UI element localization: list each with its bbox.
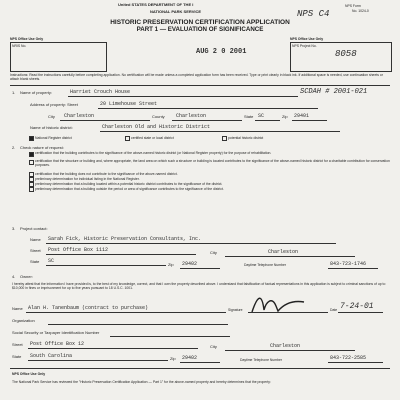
- rule: [292, 120, 327, 121]
- rule: [180, 362, 220, 363]
- request-item-3: certification that the building does not contribute to the significance of the above-named district.: [35, 172, 178, 176]
- owner-state-label: State: [12, 354, 22, 359]
- county-value: Charleston: [176, 113, 207, 119]
- state-value: SC: [258, 113, 265, 119]
- request-item-5: preliminary determination that a building located within a potential historic district contributes to the significance of the district.: [35, 182, 223, 186]
- service-name: NATIONAL PARK SERVICE: [150, 9, 202, 14]
- rule: [328, 362, 383, 363]
- rule: [328, 268, 378, 269]
- divider: [10, 368, 390, 369]
- owner-zip-label: Zip: [170, 356, 176, 361]
- request-checkbox-2[interactable]: [29, 160, 34, 165]
- rule: [60, 120, 150, 121]
- contact-zip-label: Zip: [168, 262, 174, 267]
- rule: [48, 324, 228, 325]
- request-item-6: preliminary determination that a building outside the period or area of significance contributes to the significance of the district.: [35, 187, 224, 191]
- rule: [68, 96, 298, 97]
- office-use-label: NPS Office Use Only: [10, 37, 44, 41]
- section2-number: 2.: [12, 145, 16, 150]
- address-label: Address of property: Street: [30, 102, 78, 107]
- request-checkbox-6[interactable]: [29, 187, 34, 192]
- signature-label: Signature: [228, 308, 243, 312]
- state-label: State: [244, 114, 254, 119]
- zip-label: Zip: [282, 114, 288, 119]
- property-name-label: Name of property:: [20, 90, 53, 95]
- nris-label: NRIS No.: [12, 44, 27, 48]
- contact-street-value: Post Office Box 1112: [48, 247, 109, 253]
- handwritten-code: NPS C4: [297, 9, 330, 19]
- ssn-label: Social Security or Taxpayer Identification Number: [12, 330, 100, 335]
- form-number: No. 1024-0: [352, 9, 369, 13]
- section4-number: 4.: [12, 274, 16, 279]
- national-register-checkbox[interactable]: [29, 136, 34, 141]
- owner-state-value: South Carolina: [30, 353, 73, 359]
- request-item-4: preliminary determination for individual listing in the National Register.: [35, 177, 140, 181]
- potential-district-checkbox[interactable]: [222, 136, 227, 141]
- county-label: County: [152, 114, 165, 119]
- rule: [100, 131, 340, 132]
- section4-title: Owner:: [20, 274, 33, 279]
- owner-name-value: Alan H. Tanenbaum (contract to purchase): [28, 305, 149, 311]
- rule: [225, 256, 355, 257]
- rule: [255, 120, 280, 121]
- rule: [225, 350, 355, 351]
- date-label: Date: [330, 308, 338, 312]
- zip-value: 29401: [294, 113, 310, 119]
- contact-city-label: City: [210, 250, 217, 255]
- certified-district-checkbox[interactable]: [125, 136, 130, 141]
- rule: [46, 265, 166, 266]
- certified-district-label: certified state or local district: [131, 136, 174, 140]
- owner-zip-value: 29402: [182, 355, 198, 361]
- received-date-stamp: AUG 2 0 2001: [196, 48, 247, 56]
- rule: [28, 360, 168, 361]
- contact-state-label: State: [30, 259, 40, 264]
- divider: [10, 85, 390, 86]
- form-number-label: NPS Form: [345, 4, 361, 8]
- rule: [248, 312, 328, 313]
- contact-state-value: SC: [48, 258, 55, 264]
- rule: [180, 268, 220, 269]
- contact-phone-label: Daytime Telephone Number: [244, 263, 286, 267]
- owner-street-value: Post Office Box 12: [30, 341, 85, 347]
- city-value: Charleston: [64, 113, 95, 119]
- contact-name-value: Sarah Fick, Historic Preservation Consultants, Inc.: [48, 236, 202, 242]
- organization-label: Organization: [12, 318, 35, 323]
- form-subtitle: PART 1 — EVALUATION OF SIGNIFICANCE: [136, 26, 264, 33]
- city-label: City: [48, 114, 55, 119]
- rule: [28, 348, 198, 349]
- form-title: HISTORIC PRESERVATION CERTIFICATION APPLICATION: [110, 19, 290, 26]
- contact-name-label: Name: [30, 237, 41, 242]
- contact-phone-value: 843-723-1746: [330, 261, 367, 267]
- contact-city-value: Charleston: [268, 249, 299, 255]
- agency-name: United STATES DEPARTMENT OF THE I: [118, 2, 194, 7]
- project-label: NPS Project No.: [292, 44, 317, 48]
- section3-number: 3.: [12, 226, 16, 231]
- contact-street-label: Street: [30, 248, 41, 253]
- rule: [172, 120, 242, 121]
- sign-date-value: 7-24-01: [340, 302, 374, 311]
- instructions: Instructions: Read the instructions carefully before completing application. No certification will be made unless a completed application form has been received. Type or print clearly in black ink. If additional space is needed, use continuation sheets or attach blank sheets.: [10, 73, 383, 82]
- rule: [26, 312, 226, 313]
- owner-street-label: Street: [12, 342, 23, 347]
- rule: [98, 108, 318, 109]
- project-number: 8058: [335, 49, 357, 59]
- footer-office-use: NPS Office Use Only: [12, 372, 46, 376]
- property-name-value: Harriet Crouch House: [70, 89, 131, 95]
- rule: [338, 312, 383, 313]
- address-value: 20 Limehouse Street: [100, 101, 158, 107]
- owner-city-label: City: [210, 344, 217, 349]
- district-label: Name of historic district:: [30, 125, 73, 130]
- footer-review-text: The National Park Service has reviewed the "Historic Preservation Certification Application — Part 1" for the above-named property and hereby determines that the property:: [12, 380, 271, 384]
- request-item-1: certification that the building contributes to the significance of the above-named historic district (or National Register property) for the purpose of rehabilitation.: [35, 151, 272, 155]
- contact-zip-value: 29402: [182, 261, 198, 267]
- national-register-label: National Register district: [35, 136, 72, 140]
- request-item-2: certification that the structure or building and, where appropriate, the land area on which such a structure or building is located contributes to the significance of the above-named historic district for a charitable contribution for conservation purposes.: [35, 159, 390, 167]
- owner-statement: I hereby attest that the information I have provided is, to the best of my knowledge, correct, and that I own the property described above. I understand that falsification of factual representations in this application is subject to criminal sanctions of up to $10,000 in fines or imprisonment for up to five years pursuant to 18 U.S.C. 1001.: [12, 282, 386, 290]
- request-checkbox-1[interactable]: [29, 152, 34, 157]
- potential-district-label: potential historic district: [228, 136, 264, 140]
- office-use-label-right: NPS Office Use Only: [290, 37, 324, 41]
- section3-title: Project contact:: [20, 226, 48, 231]
- handwritten-ref: SCDAH # 2001-021: [300, 88, 368, 96]
- owner-phone-label: Daytime Telephone Number: [240, 358, 282, 362]
- rule: [46, 254, 196, 255]
- owner-name-label: Name: [12, 306, 23, 311]
- section2-title: Check nature of request:: [20, 145, 64, 150]
- district-value: Charleston Old and Historic District: [102, 124, 211, 130]
- section1-number: 1.: [12, 90, 16, 95]
- rule: [46, 243, 336, 244]
- owner-phone-value: 843-722-2585: [330, 355, 367, 361]
- rule: [110, 336, 230, 337]
- owner-city-value: Charleston: [270, 343, 301, 349]
